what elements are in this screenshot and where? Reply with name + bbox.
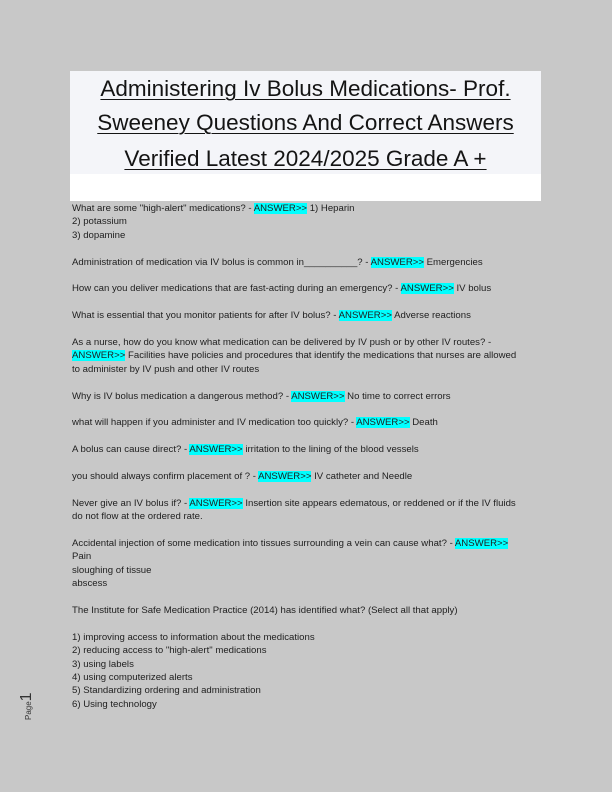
title-line-1: Administering Iv Bolus Medications- Prof. [100, 76, 511, 101]
question-text: A bolus can cause direct? - [72, 444, 190, 456]
list-item: 6) Using technology [72, 698, 157, 710]
qa-item [72, 282, 542, 295]
answer-line: do not flow at the ordered rate. [72, 511, 203, 523]
qa-item [72, 497, 542, 524]
answer-text: IV bolus [453, 283, 492, 295]
qa-item [72, 309, 542, 322]
answer-text: No time to correct errors [344, 390, 451, 402]
answer-tag: ANSWER>> [189, 497, 243, 509]
title-box [70, 71, 541, 201]
answer-text: Adverse reactions [391, 310, 471, 322]
answer-text: Facilities have policies and procedures that identify the medications that nurses are allowed [125, 350, 517, 362]
answer-text: irritation to the lining of the blood vessels [242, 444, 419, 456]
question-text: How can you deliver medications that are fast-acting during an emergency? - [72, 283, 401, 295]
qa-item [72, 336, 542, 376]
answer-text: Insertion site appears edematous, or reddened or if the IV fluids [242, 497, 516, 509]
list-item: 3) using labels [72, 658, 134, 670]
list-item: 5) Standardizing ordering and administration [72, 685, 261, 697]
question-text: What is essential that you monitor patients for after IV bolus? - [72, 310, 339, 322]
answer-text: IV catheter and Needle [311, 471, 413, 482]
answer-line: sloughing of tissue [72, 564, 152, 576]
qa-item [72, 416, 542, 429]
qa-item [72, 390, 542, 403]
question-text: Administration of medication via IV bolus is common in__________? - [72, 256, 371, 268]
question-text: What are some "high-alert" medications? - [72, 203, 254, 214]
question-text: Never give an IV bolus if? - [72, 497, 190, 509]
answer-tag: ANSWER>> [454, 538, 509, 549]
page-number: 1 [18, 692, 35, 702]
answer-tag: ANSWER>> [400, 283, 454, 295]
answer-tag: ANSWER>> [291, 390, 345, 402]
qa-item [72, 256, 542, 269]
answer-tag: ANSWER>> [370, 256, 424, 268]
page-number-label [18, 680, 38, 720]
answer-text: 1) Heparin [307, 203, 355, 214]
title-line-3: Verified Latest 2024/2025 Grade A + [124, 146, 487, 171]
question-text: The Institute for Safe Medication Practice (2014) has identified what? (Select all that apply) [72, 605, 458, 617]
answer-text: Death [409, 417, 438, 429]
page-word: Page [24, 701, 33, 720]
answer-tag: ANSWER>> [356, 417, 410, 429]
document-body [72, 202, 542, 725]
qa-item [72, 604, 542, 617]
answer-tag: ANSWER>> [338, 310, 392, 322]
answer-tag: ANSWER>> [189, 444, 243, 456]
list-item: 2) reducing access to "high-alert" medications [72, 645, 267, 657]
title-line-2: Sweeney Questions And Correct Answers [97, 110, 514, 135]
question-text: what will happen if you administer and IV medication too quickly? - [72, 417, 357, 429]
answer-line: abscess [72, 578, 108, 590]
question-text: As a nurse, how do you know what medication can be delivered by IV push or by other IV routes? - [72, 337, 492, 348]
answer-tag: ANSWER>> [258, 471, 312, 482]
question-text: Why is IV bolus medication a dangerous method? - [72, 390, 292, 402]
qa-item [72, 202, 542, 242]
answer-line: to administer by IV push and other IV routes [72, 363, 260, 375]
qa-item [72, 537, 542, 591]
list-item: 1) improving access to information about the medications [72, 631, 315, 643]
question-text: you should always confirm placement of ? - [72, 471, 259, 482]
answer-line: 2) potassium [72, 216, 127, 228]
qa-item [72, 443, 542, 456]
qa-item [72, 470, 542, 483]
list-item: 4) using computerized alerts [72, 672, 193, 684]
answer-tag: ANSWER>> [253, 203, 308, 214]
answer-tag: ANSWER>> [72, 350, 126, 362]
answer-list [72, 631, 542, 711]
answer-line: 3) dopamine [72, 229, 126, 241]
answer-line: Pain [72, 551, 92, 563]
question-text: Accidental injection of some medication into tissues surrounding a vein can cause what? - [72, 538, 455, 549]
answer-text: Emergencies [423, 256, 483, 268]
document-title [70, 71, 541, 176]
